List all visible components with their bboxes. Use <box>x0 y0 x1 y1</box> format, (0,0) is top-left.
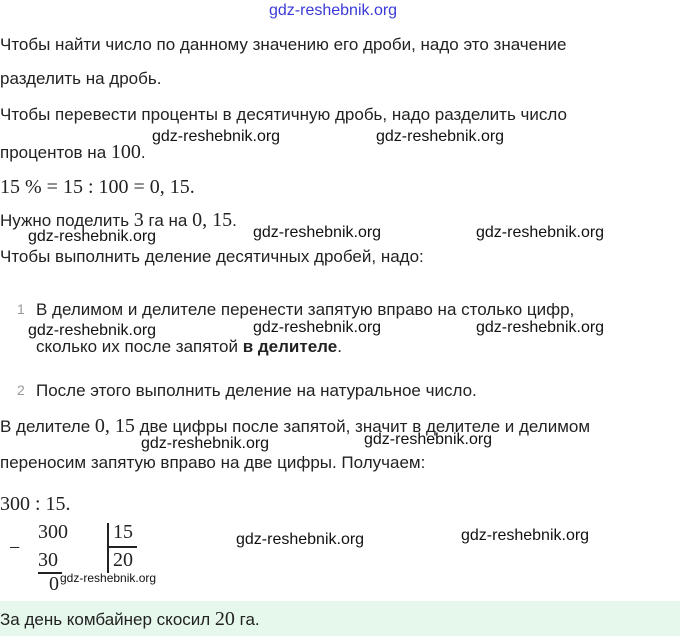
answer-box <box>0 601 680 636</box>
watermark: gdz-reshebnik.org <box>476 319 605 336</box>
step-1-line-2 <box>36 337 342 357</box>
answer-text <box>0 609 260 630</box>
answer-label: За день комбайнер скосил <box>0 610 215 629</box>
long-division-minus: − <box>9 537 21 559</box>
paragraph-2-line-1: Чтобы перевести проценты в десятичную дробь, надо разделить число <box>0 105 567 124</box>
paragraph-5-text-a: В делителе <box>0 417 95 436</box>
long-division-quotient: 20 <box>113 549 133 571</box>
step-1-number: 1 <box>17 301 25 317</box>
long-division-divisor: 15 <box>113 521 133 543</box>
answer-number: 20 <box>214 608 235 630</box>
paragraph-3-num-a: 3 <box>133 209 144 231</box>
watermark: gdz-reshebnik.org <box>253 319 382 336</box>
paragraph-2-end: . <box>140 143 146 162</box>
division-expression: 300 : 15. <box>0 493 71 515</box>
paragraph-5-line-1 <box>0 416 590 437</box>
paragraph-3-num-b: 0, 15 <box>192 209 233 231</box>
paragraph-1-line-2: разделить на дробь. <box>0 69 162 88</box>
step-1-line-2-text: сколько их после запятой <box>36 337 243 356</box>
long-division-dividend: 300 <box>38 521 68 543</box>
watermark: gdz-reshebnik.org <box>476 224 605 241</box>
watermark: gdz-reshebnik.org <box>376 128 505 145</box>
paragraph-5-line-2: переносим запятую вправо на две цифры. Получаем: <box>0 453 426 472</box>
watermark-small: gdz-reshebnik.org <box>60 571 157 585</box>
watermark: gdz-reshebnik.org <box>253 224 382 241</box>
paragraph-2-text: процентов на <box>0 143 111 162</box>
watermark: gdz-reshebnik.org <box>152 128 281 145</box>
step-1-line-1: В делимом и делителе перенести запятую вправо на столько цифр, <box>36 300 575 319</box>
watermark: gdz-reshebnik.org <box>28 228 157 245</box>
watermark: gdz-reshebnik.org <box>28 322 157 339</box>
long-division-remainder: 0 <box>49 573 59 595</box>
paragraph-2-number: 100 <box>110 141 141 163</box>
watermark-top: gdz-reshebnik.org <box>269 2 398 19</box>
paragraph-4: Чтобы выполнить деление десятичных дробей, надо: <box>0 247 424 266</box>
watermark: gdz-reshebnik.org <box>461 527 590 544</box>
paragraph-5-text-b: две цифры после запятой, значит в делителе и делимом <box>134 417 591 436</box>
step-2-number: 2 <box>17 382 25 398</box>
long-division-bracket <box>107 523 109 573</box>
paragraph-5-number: 0, 15 <box>94 415 135 437</box>
paragraph-3-text-a: Нужно поделить <box>0 211 134 230</box>
paragraph-1-line-1: Чтобы найти число по данному значению его дроби, надо это значение <box>0 35 567 54</box>
paragraph-2-line-2 <box>0 142 146 163</box>
step-1-line-2-end: . <box>337 337 342 356</box>
long-division-subtrahend: 30 <box>38 549 58 571</box>
paragraph-3-text-b: га на <box>143 211 193 230</box>
watermark: gdz-reshebnik.org <box>141 435 270 452</box>
watermark: gdz-reshebnik.org <box>364 431 493 448</box>
paragraph-3-end: . <box>232 211 237 230</box>
answer-unit: га. <box>234 610 260 629</box>
long-division-divisor-line <box>107 546 137 548</box>
step-2-line-1: После этого выполнить деление на натуральное число. <box>36 381 477 400</box>
formula-percent: 15 % = 15 : 100 = 0, 15. <box>0 176 195 198</box>
step-1-line-2-bold: в делителе <box>242 337 338 356</box>
watermark: gdz-reshebnik.org <box>236 531 365 548</box>
